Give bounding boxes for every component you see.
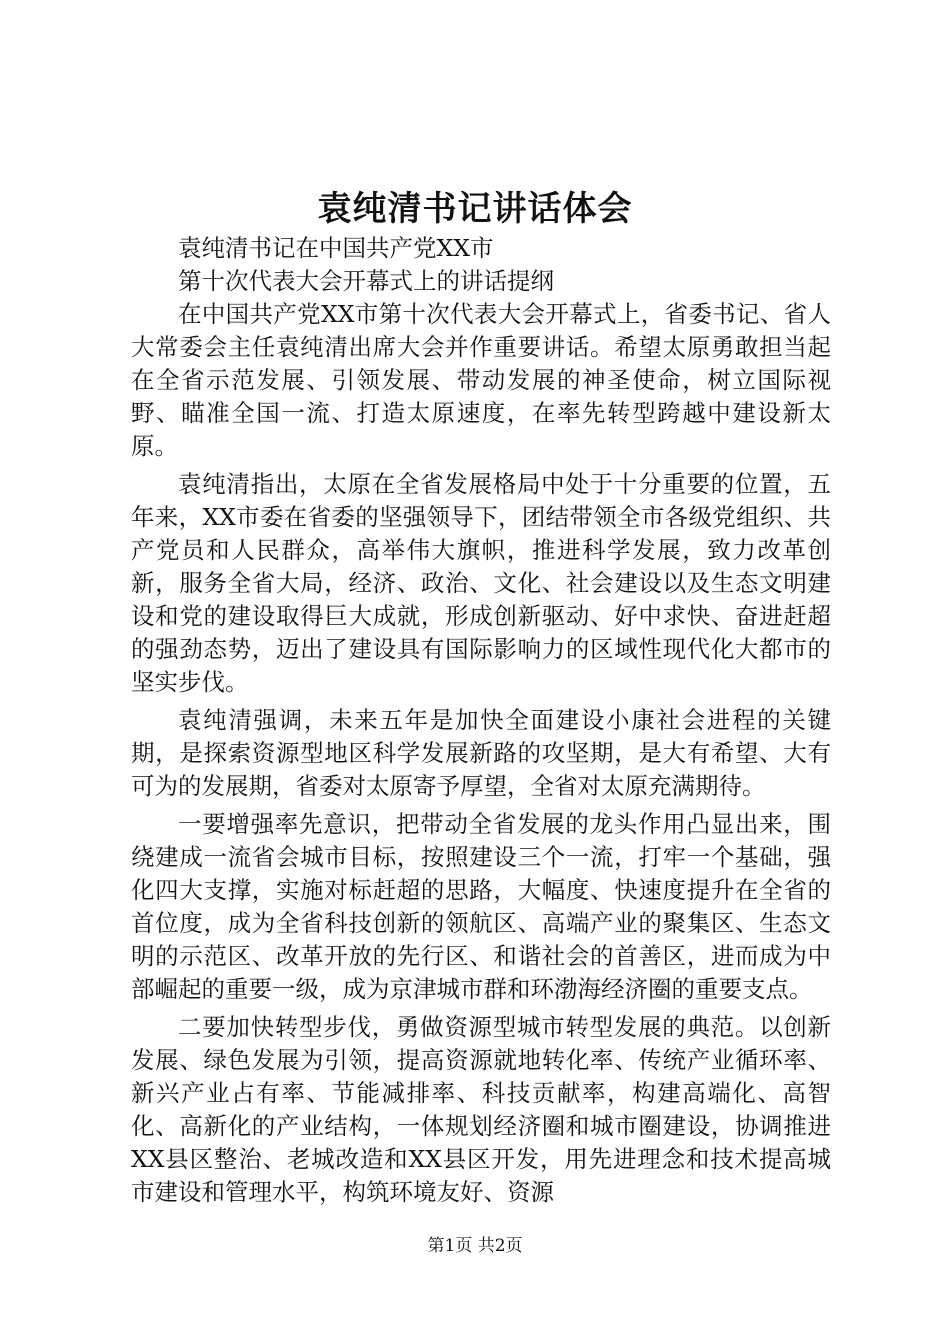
page-number-footer: 第1页 共2页 <box>427 1236 523 1256</box>
paragraph-point-two: 二要加快转型步伐，勇做资源型城市转型发展的典范。以创新发展、绿色发展为引领，提高资源就地转化率、传统产业循环率、新兴产业占有率、节能减排率、科技贡献率，构建高端化、高智化、高新化的产业结构，一体规划经济圈和城市圈建设，协调推进XX县区整治、老城改造和XX县区开发，用先进理念和技术提高城市建设和管理水平，构筑环境友好、资源 <box>131 1013 831 1206</box>
paragraph-point-one: 一要增强率先意识，把带动全省发展的龙头作用凸显出来，围绕建成一流省会城市目标，按照建设三个一流，打牢一个基础，强化四大支撑，实施对标赶超的思路，大幅度、快速度提升在全省的首位度，成为全省科技创新的领航区、高端产业的聚集区、生态文明的示范区、改革开放的先行区、和谐社会的首善区，进而成为中部崛起的重要一级，成为京津城市群和环渤海经济圈的重要支点。 <box>131 810 831 1003</box>
paragraph-emphasis: 袁纯清强调，未来五年是加快全面建设小康社会进程的关键期，是探索资源型地区科学发展新路的攻坚期，是大有希望、大有可为的发展期，省委对太原寄予厚望，全省对太原充满期待。 <box>131 706 831 800</box>
paragraph-intro: 在中国共产党XX市第十次代表大会开幕式上，省委书记、省人大常委会主任袁纯清出席大会并作重要讲话。希望太原勇敢担当起在全省示范发展、引领发展、带动发展的神圣使命，树立国际视野、瞄准全国一流、打造太原速度，在率先转型跨越中建设新太原。 <box>131 300 831 460</box>
paragraph-achievements: 袁纯清指出，太原在全省发展格局中处于十分重要的位置，五年来，XX市委在省委的坚强领导下，团结带领全市各级党组织、共产党员和人民群众，高举伟大旗帜，推进科学发展，致力改革创新，服务全省大局，经济、政治、文化、社会建设以及生态文明建设和党的建设取得巨大成就，形成创新驱动、好中求快、奋进赶超的强劲态势，迈出了建设具有国际影响力的区域性现代化大都市的坚实步伐。 <box>131 470 831 696</box>
paragraph-subtitle-1: 袁纯清书记在中国共产党XX市 <box>178 234 494 262</box>
document-body <box>131 232 831 1209</box>
paragraph-subtitle-2: 第十次代表大会开幕式上的讲话提纲 <box>178 267 554 295</box>
document-title: 袁纯清书记讲话体会 <box>317 189 633 229</box>
